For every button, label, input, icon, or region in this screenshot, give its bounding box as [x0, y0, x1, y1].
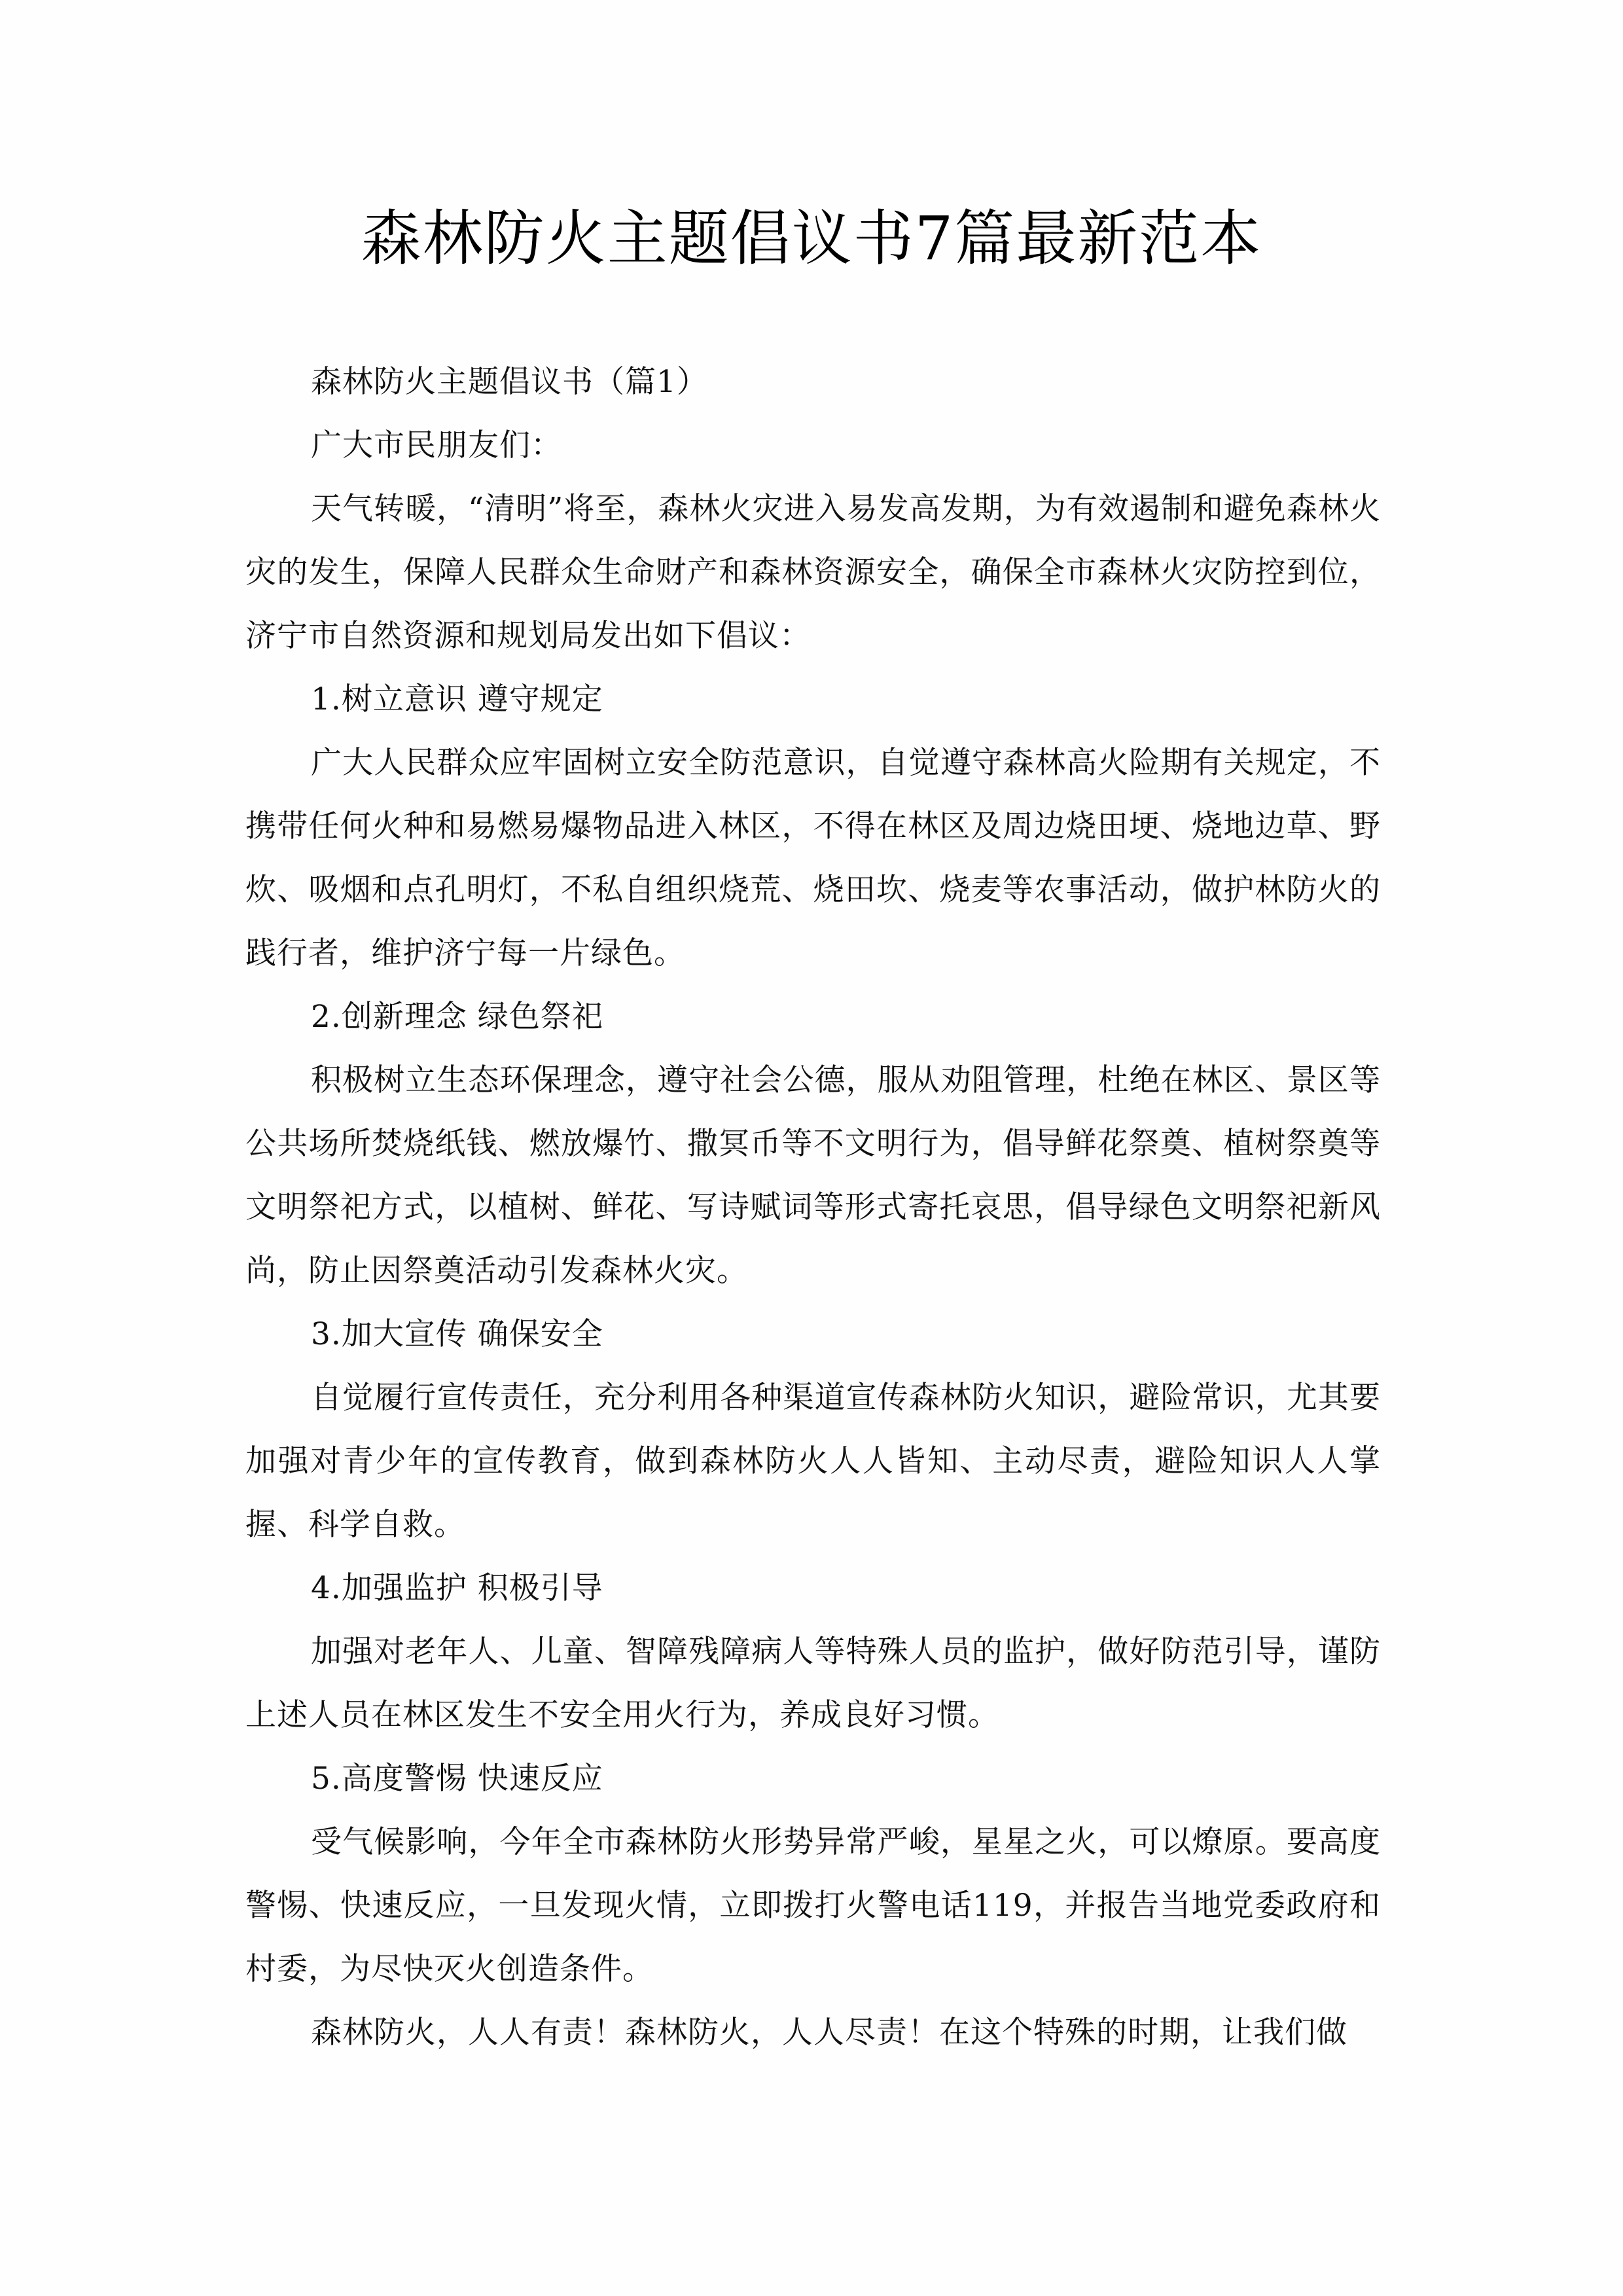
item-paragraph-2: 积极树立生态环保理念，遵守社会公德，服从劝阻管理，杜绝在林区、景区等公共场所焚烧纸钱、燃放爆竹、撒冥币等不文明行为，倡导鲜花祭奠、植树祭奠等文明祭祀方式，以植树、鲜花、写诗赋词等形式寄托哀思，倡导绿色文明祭祀新风尚，防止因祭奠活动引发森林火灾。	[245, 1062, 1381, 1289]
item-heading-3: 3.加大宣传 确保安全	[311, 1316, 603, 1352]
item-paragraph-3: 自觉履行宣传责任，充分利用各种渠道宣传森林防火知识，避险常识，尤其要加强对青少年的宣传教育，做到森林防火人人皆知、主动尽责，避险知识人人掌握、科学自救。	[245, 1380, 1381, 1543]
item-paragraph-4: 加强对老年人、儿童、智障残障病人等特殊人员的监护，做好防范引导，谨防上述人员在林区发生不安全用火行为，养成良好习惯。	[245, 1634, 1381, 1733]
salutation: 广大市民朋友们：	[311, 427, 562, 463]
item-heading-2: 2.创新理念 绿色祭祀	[311, 999, 603, 1035]
document-title: 森林防火主题倡议书7篇最新范本	[361, 204, 1262, 274]
section-heading: 森林防火主题倡议书（篇1）	[311, 364, 708, 400]
item-heading-4: 4.加强监护 积极引导	[311, 1570, 603, 1606]
item-paragraph-5: 受气候影响，今年全市森林防火形势异常严峻，星星之火，可以燎原。要高度警惕、快速反应，一旦发现火情，立即拨打火警电话119，并报告当地党委政府和村委，为尽快灭火创造条件。	[245, 1824, 1381, 1987]
item-paragraph-1: 广大人民群众应牢固树立安全防范意识，自觉遵守森林高火险期有关规定，不携带任何火种和易燃易爆物品进入林区，不得在林区及周边烧田埂、烧地边草、野炊、吸烟和点孔明灯，不私自组织烧荒、烧田坎、烧麦等农事活动，做护林防火的践行者，维护济宁每一片绿色。	[245, 745, 1381, 971]
document-body	[245, 350, 1381, 2064]
closing-paragraph: 森林防火，人人有责！森林防火，人人尽责！在这个特殊的时期，让我们做	[311, 2015, 1347, 2051]
intro-paragraph: 天气转暖，“清明”将至，森林火灾进入易发高发期，为有效遏制和避免森林火灾的发生，保障人民群众生命财产和森林资源安全，确保全市森林火灾防控到位，济宁市自然资源和规划局发出如下倡议：	[245, 491, 1381, 654]
item-heading-5: 5.高度警惕 快速反应	[311, 1761, 603, 1797]
item-heading-1: 1.树立意识 遵守规定	[311, 681, 603, 717]
